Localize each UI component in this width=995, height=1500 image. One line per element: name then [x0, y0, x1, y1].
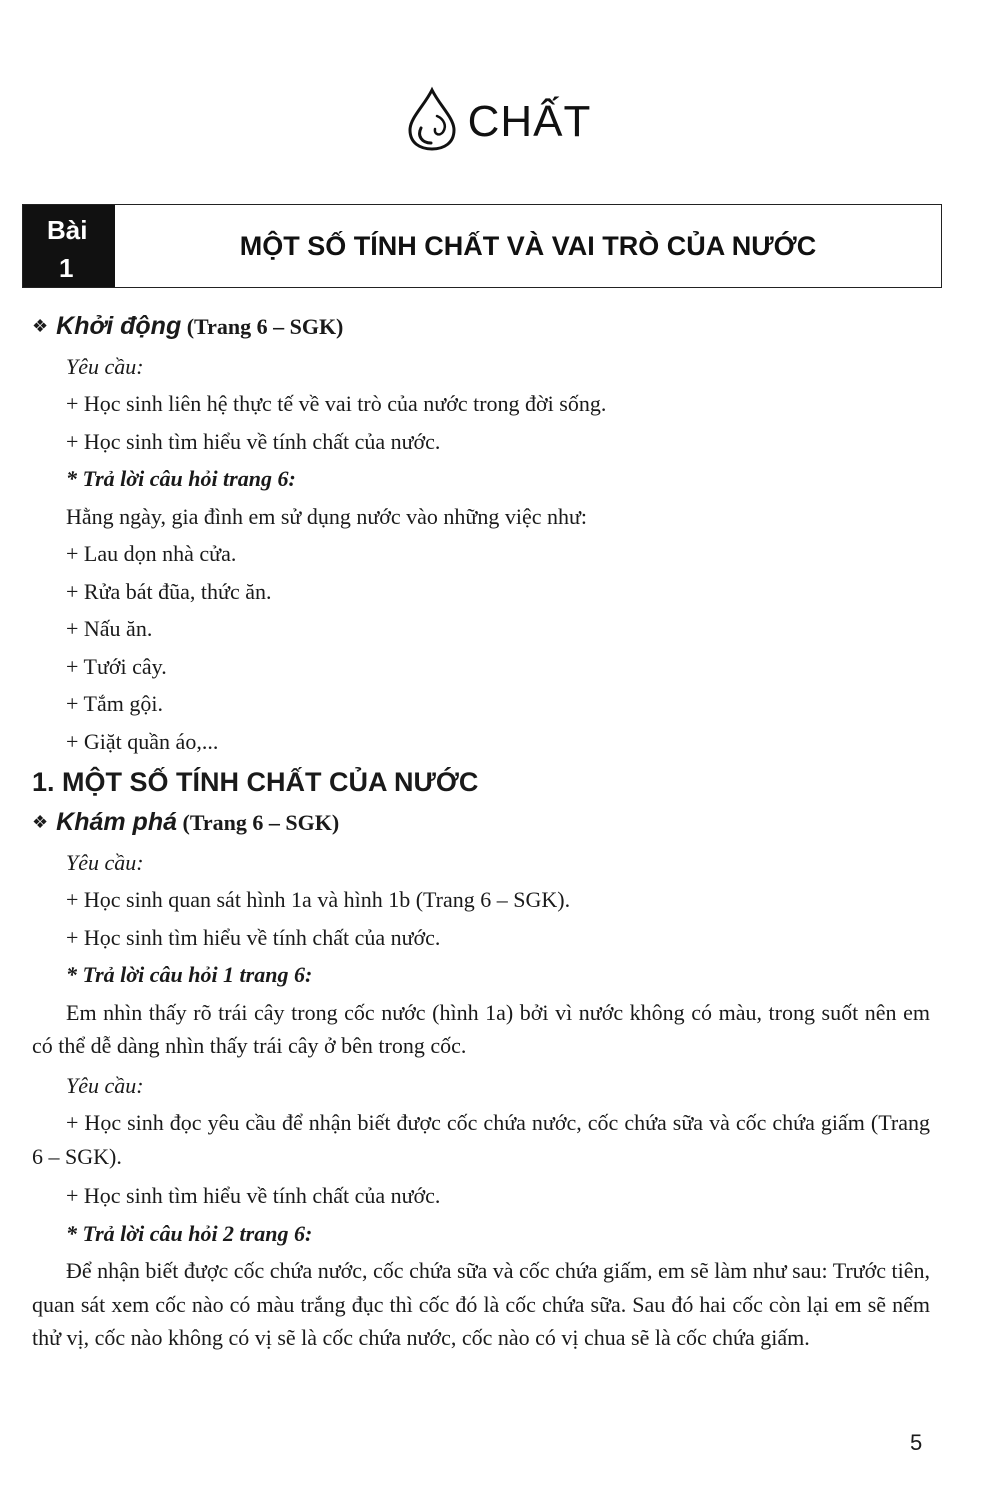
answer-paragraph: Em nhìn thấy rõ trái cây trong cốc nước (hình 1a) bởi vì nước không có màu, trong suốt nên em có thể dễ dàng nhìn thấy trái cây ở bên trong cốc. [32, 999, 930, 1058]
list-item: + Giặt quần áo,... [66, 728, 219, 754]
section-name: Khởi động [56, 312, 182, 340]
section-ref: (Trang 6 – SGK) [186, 314, 344, 339]
list-item: + Nấu ăn. [66, 616, 153, 641]
section-name: Khám phá [56, 808, 177, 836]
page-number: 5 [910, 1430, 923, 1455]
request-label: Yêu cầu: [66, 353, 144, 379]
list-item: + Học sinh tìm hiểu về tính chất của nước. [66, 428, 441, 454]
request-label: Yêu cầu: [66, 849, 144, 875]
list-item: + Học sinh tìm hiểu về tính chất của nước. [66, 924, 441, 950]
chapter-heading [0, 86, 995, 157]
diamond-bullet-icon: ❖ [32, 316, 49, 336]
list-item: + Học sinh tìm hiểu về tính chất của nước. [66, 1183, 441, 1208]
section-heading: 1. MỘT SỐ TÍNH CHẤT CỦA NƯỚC [32, 767, 479, 797]
lesson-header [22, 204, 942, 288]
lesson-label: Bài [47, 215, 88, 245]
list-item: + Tưới cây. [66, 653, 167, 679]
water-drop-icon [404, 86, 460, 157]
khoi-dong-heading [32, 308, 930, 348]
chapter-title: CHẤT [467, 96, 592, 146]
list-item: + Lau dọn nhà cửa. [66, 541, 237, 566]
page-content [32, 306, 930, 1359]
list-item: + Học sinh quan sát hình 1a và hình 1b (Trang 6 – SGK). [66, 887, 571, 912]
answer-label: * Trả lời câu hỏi 1 trang 6: [66, 962, 313, 987]
answer-intro: Hằng ngày, gia đình em sử dụng nước vào những việc như: [66, 503, 588, 529]
lesson-title: MỘT SỐ TÍNH CHẤT VÀ VAI TRÒ CỦA NƯỚC [239, 230, 817, 261]
list-item: + Học sinh liên hệ thực tế về vai trò của nước trong đời sống. [66, 391, 607, 416]
diamond-bullet-icon: ❖ [32, 812, 49, 832]
answer-label: * Trả lời câu hỏi trang 6: [66, 466, 296, 491]
lesson-number: 1 [59, 253, 74, 283]
list-item: + Học sinh đọc yêu cầu để nhận biết được cốc chứa nước, cốc chứa sữa và cốc chứa giấm (Trang 6 – SGK). [32, 1110, 930, 1169]
list-item: + Rửa bát đũa, thức ăn. [66, 578, 272, 604]
kham-pha-heading [32, 804, 930, 844]
list-item: + Tắm gội. [66, 691, 163, 716]
lesson-number-badge [23, 205, 115, 287]
request-label: Yêu cầu: [66, 1072, 144, 1098]
answer-label: * Trả lời câu hỏi 2 trang 6: [66, 1220, 313, 1246]
answer-paragraph: Để nhận biết được cốc chứa nước, cốc chứa sữa và cốc chứa giấm, em sẽ làm như sau: Trước tiên, quan sát xem cốc nào có màu trắng đục thì cốc đó là cốc chứa sữa. Sau đó hai cốc còn lại em sẽ nếm thử vị, cốc nào không có vị sẽ là cốc chứa nước, cốc nào có vị chua sẽ là cốc chứa giấm. [32, 1258, 930, 1350]
section-ref: (Trang 6 – SGK) [182, 810, 340, 835]
